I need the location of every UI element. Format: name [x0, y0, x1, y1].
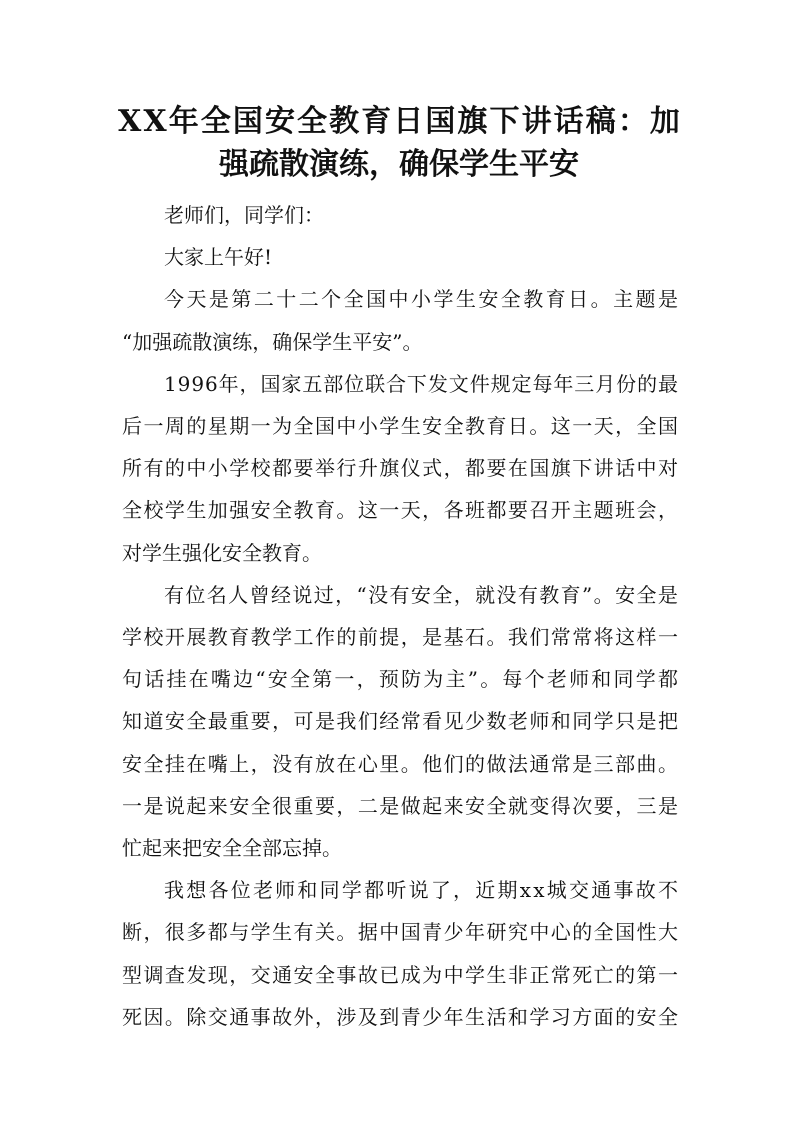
text-line: 全 校 学 生 加 强 安 全 教 育 。 这 一 天 ， 各 班 都 要 召 开 主 题 班 会 ， — [122, 498, 678, 523]
text-line: 大家上午好! — [164, 245, 273, 270]
text-line: 老师们，同学们： — [164, 203, 324, 227]
title-line: 强疏散演练，确保学生平安 — [219, 147, 579, 182]
paragraph-greeting — [122, 194, 678, 236]
text-line: 安 全 挂 在 嘴 上 ， 没 有 放 在 心 里 。 他 们 的 做 法 通 常 是 三 部 曲 。 — [122, 751, 678, 776]
text-line: 知 道 安 全 最 重 要 ， 可 是 我 们 经 常 看 见 少 数 老 师 和 同 学 只 是 把 — [122, 709, 678, 734]
text-line: 句 话 挂 在 嘴 边 “ 安 全 第 一 ， 预 防 为 主 ” 。 每 个 老 师 和 同 学 都 — [122, 667, 678, 692]
text-line: 断 ， 很 多 都 与 学 生 有 关 。 据 中 国 青 少 年 研 究 中 心 的 全 国 性 大 — [122, 920, 678, 945]
document-body — [122, 194, 678, 1038]
paragraph-traffic — [122, 869, 678, 1038]
text-line: 1 9 9 6 年 ， 国 家 五 部 位 联 合 下 发 文 件 规 定 每 年 三 月 份 的 最 — [164, 371, 678, 396]
document-title — [118, 100, 680, 186]
text-line: 有 位 名 人 曾 经 说 过 ， “ 没 有 安 全 ， 就 没 有 教 育 ” 。 安 全 是 — [164, 582, 678, 607]
text-line: 学 校 开 展 教 育 教 学 工 作 的 前 提 ， 是 基 石 。 我 们 常 常 将 这 样 一 — [122, 625, 678, 650]
text-line: 后 一 周 的 星 期 一 为 全 国 中 小 学 生 安 全 教 育 日 。 这 一 天 ， 全 国 — [122, 414, 678, 439]
text-line: 忙起来把安全全部忘掉。 — [122, 836, 342, 861]
paragraph-history — [122, 363, 678, 574]
paragraph-theme — [122, 278, 678, 362]
text-line: “加强疏散演练，确保学生平安”。 — [122, 329, 423, 354]
paragraph-good-morning — [122, 236, 678, 278]
title-line: X X 年 全 国 安 全 教 育 日 国 旗 下 讲 话 稿 ： 加 — [118, 104, 680, 139]
paragraph-safety-quote — [122, 574, 678, 869]
text-line: 型 调 查 发 现 ， 交 通 安 全 事 故 已 成 为 中 学 生 非 正 常 死 亡 的 第 一 — [122, 962, 678, 987]
text-line: 我 想 各 位 老 师 和 同 学 都 听 说 了 ， 近 期 x x 城 交 通 事 故 不 — [164, 878, 678, 903]
text-line: 对学生强化安全教育。 — [122, 540, 322, 565]
text-line: 死 因 。 除 交 通 事 故 外 ， 涉 及 到 青 少 年 生 活 和 学 习 方 面 的 安 全 — [122, 1004, 678, 1029]
text-line: 今 天 是 第 二 十 二 个 全 国 中 小 学 生 安 全 教 育 日 。 主 题 是 — [164, 287, 678, 312]
text-line: 一 是 说 起 来 安 全 很 重 要 ， 二 是 做 起 来 安 全 就 变 得 次 要 ， 三 是 — [122, 793, 678, 818]
text-line: 所 有 的 中 小 学 校 都 要 举 行 升 旗 仪 式 ， 都 要 在 国 旗 下 讲 话 中 对 — [122, 456, 678, 481]
